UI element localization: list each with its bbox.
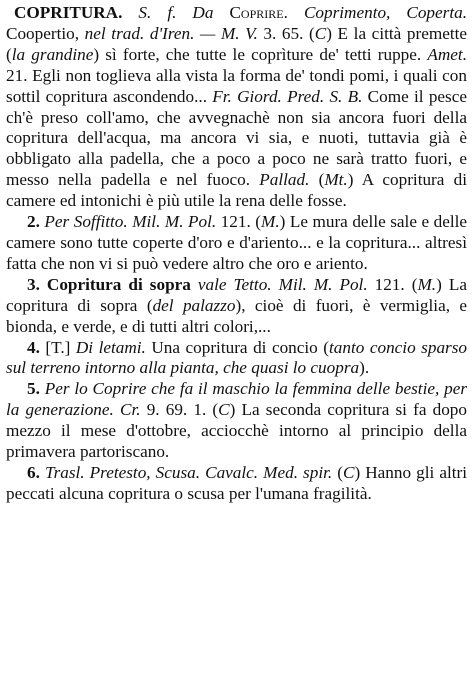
text-segment: 9. 69. 1. ( — [140, 400, 219, 420]
text-segment: ( — [332, 462, 343, 482]
text-segment: Amet. — [427, 44, 467, 64]
entry-sense-2 — [6, 212, 467, 275]
text-segment: ) E la città premette ( — [6, 23, 468, 64]
entry-sense-3 — [6, 275, 467, 338]
entry-copritura — [6, 3, 467, 212]
entry-sense-5 — [6, 379, 467, 463]
text-segment: Di letami. — [75, 337, 146, 357]
text-segment: ) Le mura delle sale e delle camere sono tutte coperte d'oro e d'ariento... e la copritura... altresì fatta che non vi si può vedere altro che oro e ariento. — [6, 212, 468, 273]
text-segment: C — [342, 462, 355, 482]
text-segment: ( — [309, 170, 325, 190]
text-segment: 2. — [27, 212, 40, 232]
text-segment: ). — [359, 358, 370, 378]
text-segment: vale Tetto. Mil. M. Pol. — [197, 274, 368, 294]
text-segment: Come il pesce ch'è preso coll'amo, che avvegnachè non sia ancora fuori della copritura dell'acqua, ma ancora vi sia, e nuoti, tuttavia già è obbligato alla padella, che a poco a poco ne sarà tratto fuori, e messo nella padella e nel fuoco. — [6, 86, 467, 190]
text-segment: Coopertio, — [6, 23, 85, 43]
text-segment: Per lo Coprire che fa il maschio la femmina delle bestie, per la generazione. Cr. — [6, 379, 468, 420]
text-segment: del palazzo — [152, 295, 236, 315]
text-segment — [40, 275, 47, 294]
text-segment: 5. — [27, 379, 40, 399]
text-segment: 3. — [27, 274, 40, 294]
text-segment: Pallad. — [259, 170, 310, 190]
text-segment: Coprire — [229, 3, 284, 22]
text-segment: tanto concio sparso sul terreno intorno alla pianta, che quasi lo cuopra — [6, 337, 468, 378]
text-segment: ) La copritura di sopra ( — [6, 274, 467, 315]
text-segment: M. — [417, 274, 437, 294]
text-segment: ) sì forte, che tutte le coprìture de' tetti ruppe. — [93, 44, 428, 64]
text-segment: 6. — [27, 462, 40, 482]
text-segment: S. f. Da — [138, 3, 214, 22]
text-segment: Per Soffitto. Mil. M. Pol. — [44, 212, 217, 232]
text-segment: ), cioè di fuori, è vermiglia, e bionda, e verde, e di tutti altri colori,... — [6, 295, 468, 336]
text-segment: M. — [261, 212, 280, 232]
text-segment: Copritura di sopra — [46, 274, 191, 294]
text-segment: 3. 65. ( — [257, 23, 315, 43]
text-segment — [191, 275, 198, 294]
text-segment — [213, 3, 229, 22]
text-segment: Mt. — [324, 170, 348, 190]
text-segment: ) Hanno gli altri peccati alcuna copritura o scusa per l'umana fragilità. — [6, 462, 467, 503]
text-segment: la grandine — [11, 44, 94, 64]
text-segment: Coprimento, Coperta. — [303, 3, 468, 22]
text-segment: nel trad. d'Iren. — M. V. — [84, 23, 258, 43]
text-segment: C — [314, 23, 327, 43]
text-segment: ) A copritura di camere ed intonichi è più utile la rena delle fosse. — [6, 170, 467, 211]
text-segment: C — [218, 400, 230, 420]
text-segment: 121. ( — [367, 274, 418, 294]
text-segment: 4. — [27, 337, 40, 357]
text-segment — [122, 3, 138, 22]
text-segment: COPRITURA. — [14, 3, 123, 22]
text-segment: [T.] — [39, 337, 76, 357]
text-segment: Fr. Giord. Pred. S. B. — [212, 86, 363, 106]
entry-sense-6 — [6, 463, 467, 505]
text-segment: Una copritura di concio ( — [145, 337, 329, 357]
text-segment: . — [283, 3, 304, 22]
text-segment: 121. ( — [216, 212, 261, 232]
entry-sense-4 — [6, 338, 467, 380]
text-segment: 21. Egli non toglieva alla vista la forma de' tondi pomi, i quali con sottil copritura ascondendo... — [6, 65, 467, 106]
text-segment: ) La seconda copritura si fa dopo mezzo il mese d'ottobre, acciocchè intorno al principio della primavera partoriscano. — [6, 400, 467, 462]
text-segment: Trasl. Pretesto, Scusa. Cavalc. Med. spir. — [44, 462, 333, 482]
